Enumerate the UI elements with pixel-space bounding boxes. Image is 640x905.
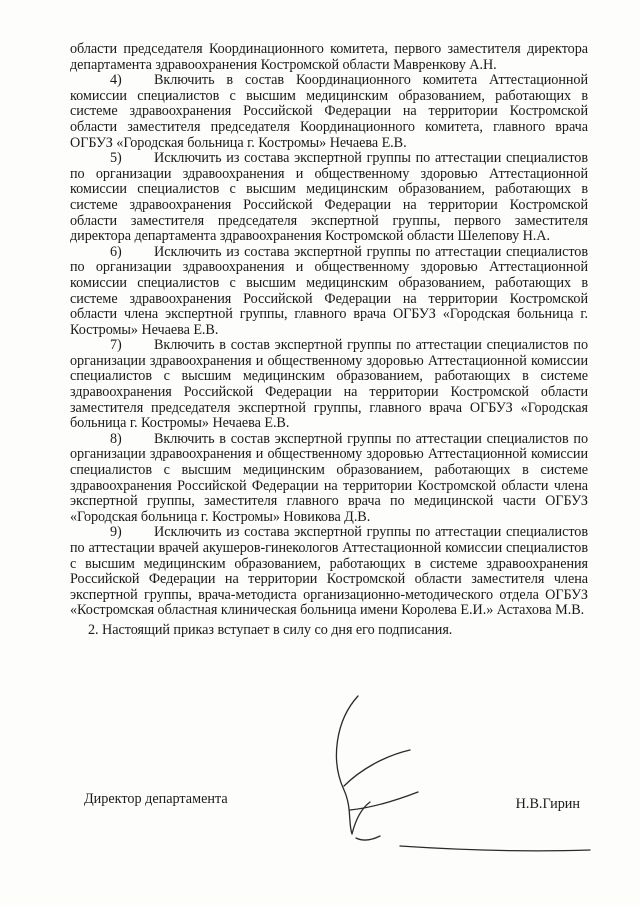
item-number: 9): [110, 524, 122, 541]
item-text: Исключить из состава экспертной группы по аттестации специалистов по аттестации врачей акушеров-гинекологов Аттестационной комиссии специалистов с высшим медицинским образованием, работающих в системе здравоохранения Российской Федерации на территории Костромской области заместителя члена экспертной группы, врача-методиста организационно-методического отдела ОГБУЗ «Костромская областная клиническая больница имени Королева Е.И.» Астахова М.В.: [70, 524, 588, 619]
final-paragraph: 2. Настоящий приказ вступает в силу со дня его подписания.: [88, 621, 453, 638]
list-item: [70, 338, 588, 432]
item-text: Включить в состав экспертной группы по аттестации специалистов по организации здравоохранения и общественному здоровью Аттестационной комиссии специалистов с высшим медицинским образованием, работающих в системе здравоохранения Российской Федерации на территории Костромской области заместителя председателя экспертной группы, главного врача ОГБУЗ «Городская больница г. Костромы» Нечаева Е.В.: [70, 337, 588, 432]
item-text: Исключить из состава экспертной группы по аттестации специалистов по организации здравоохранения и общественному здоровью Аттестационной комиссии специалистов с высшим медицинским образованием, работающих в системе здравоохранения Российской Федерации на территории Костромской области заместителя председателя экспертной группы, первого заместителя директора департамента здравоохранения Костромской области Шелепову Н.А.: [70, 150, 588, 245]
intro-paragraph: области председателя Координационного комитета, первого заместителя директора департамента здравоохранения Костромской области Мавренкову А.Н.: [70, 41, 588, 73]
list-item: [70, 245, 588, 339]
item-number: 5): [110, 150, 122, 167]
item-number: 4): [110, 72, 122, 89]
item-text: Включить в состав экспертной группы по аттестации специалистов по организации здравоохранения и общественному здоровью Аттестационной комиссии специалистов с высшим медицинским образованием, работающих в системе здравоохранения Российской Федерации на территории Костромской области члена экспертной группы, заместителя главного врача по медицинской части ОГБУЗ «Городская больница г. Костромы» Новикова Д.В.: [70, 430, 588, 525]
item-number: 6): [110, 243, 122, 260]
list-item: [70, 151, 588, 245]
document-body: [70, 42, 588, 639]
list-item: [70, 525, 588, 619]
item-number: 7): [110, 337, 122, 354]
list-item: [70, 73, 588, 151]
signer-name: Н.В.Гирин: [515, 796, 580, 812]
item-text: Исключить из состава экспертной группы по аттестации специалистов по организации здравоохранения и общественному здоровью Аттестационной комиссии специалистов с высшим медицинским образованием, работающих в системе здравоохранения Российской Федерации на территории Костромской области члена экспертной группы, главного врача ОГБУЗ «Городская больница г. Костромы» Нечаева Е.В.: [70, 243, 588, 338]
handwritten-signature: [300, 690, 600, 870]
signer-title: Директор департамента: [84, 791, 228, 807]
list-item: [70, 432, 588, 526]
item-text: Включить в состав Координационного комитета Аттестационной комиссии специалистов с высшим медицинским образованием, работающих в системе здравоохранения Российской Федерации на территории Костромской области заместителя председателя Координационного комитета, главного врача ОГБУЗ «Городская больница г. Костромы» Нечаева Е.В.: [70, 72, 588, 151]
item-number: 8): [110, 430, 122, 447]
